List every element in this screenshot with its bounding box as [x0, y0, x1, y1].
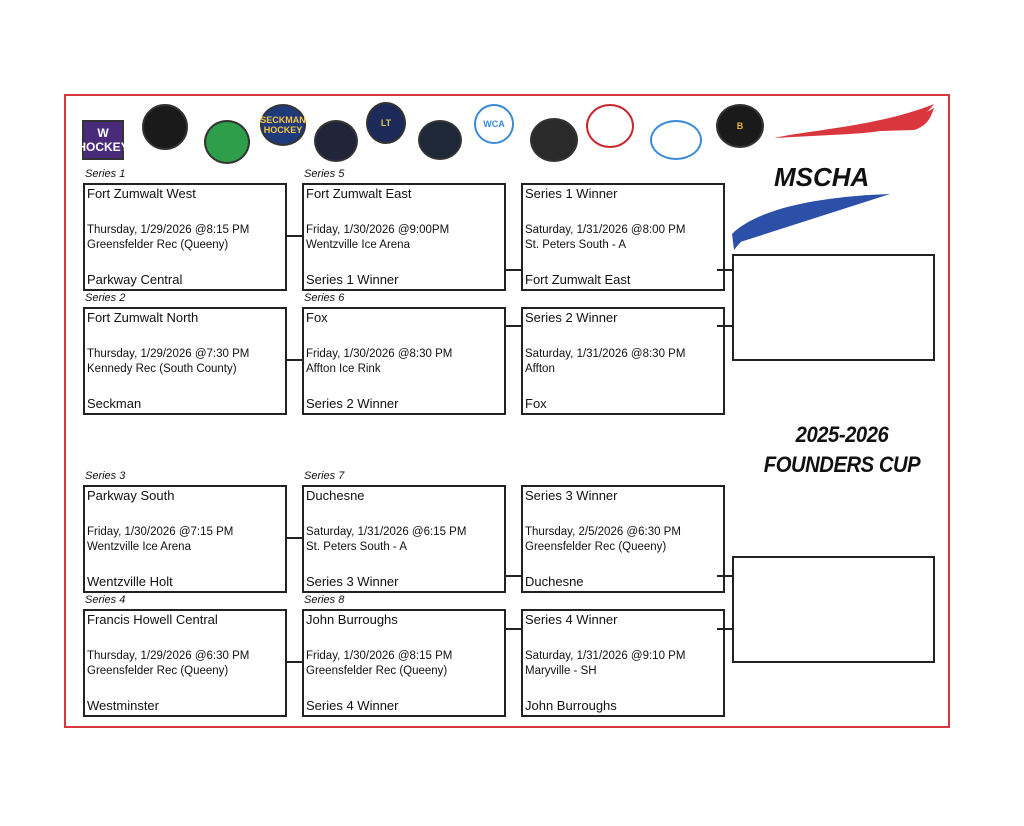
team-top: Fort Zumwalt North [87, 310, 199, 325]
team-top: Parkway South [87, 488, 175, 503]
lt-logo: LT [366, 102, 406, 144]
series-box [302, 609, 506, 717]
game-venue: Wentzville Ice Arena [87, 541, 191, 553]
team-top: Fox [306, 310, 328, 325]
hockey-club-logo [650, 120, 702, 160]
game-venue: Affton [525, 363, 555, 375]
game-date: Thursday, 1/29/2026 @7:30 PM [87, 348, 250, 360]
team-bottom: Series 3 Winner [306, 574, 399, 589]
team-bottom: Westminster [87, 698, 159, 713]
bracket-connector [506, 269, 521, 271]
final-slot-bottom [732, 556, 935, 663]
game-venue: Affton Ice Rink [306, 363, 381, 375]
bracket-connector [287, 661, 302, 663]
bracket-connector [717, 269, 732, 271]
game-date: Friday, 1/30/2026 @7:15 PM [87, 526, 234, 538]
series-label: Series 6 [304, 292, 345, 304]
game-date: Friday, 1/30/2026 @8:15 PM [306, 650, 453, 662]
game-date: Saturday, 1/31/2026 @8:30 PM [525, 348, 686, 360]
game-venue: Wentzville Ice Arena [306, 239, 410, 251]
burroughs-logo: B [716, 104, 764, 148]
bracket-connector [717, 575, 732, 577]
game-date: Saturday, 1/31/2026 @6:15 PM [306, 526, 467, 538]
team-top: Fort Zumwalt East [306, 186, 412, 201]
game-date: Thursday, 1/29/2026 @6:30 PM [87, 650, 250, 662]
bracket-connector [717, 325, 732, 327]
game-venue: Kennedy Rec (South County) [87, 363, 237, 375]
series-label: Series 4 [85, 594, 126, 606]
series-box [302, 307, 506, 415]
series-box [83, 485, 287, 593]
team-bottom: Wentzville Holt [87, 574, 173, 589]
bracket-connector [287, 537, 302, 539]
team-bottom: Series 2 Winner [306, 396, 399, 411]
wca-logo: WCA [474, 104, 514, 144]
game-date: Thursday, 1/29/2026 @8:15 PM [87, 224, 250, 236]
game-date: Friday, 1/30/2026 @8:30 PM [306, 348, 453, 360]
parkway-south-logo [314, 120, 358, 162]
game-date: Saturday, 1/31/2026 @8:00 PM [525, 224, 686, 236]
series-box [521, 307, 725, 415]
series-label: Series 3 [85, 470, 126, 482]
game-venue: Greensfelder Rec (Queeny) [87, 665, 229, 677]
horse-logo [142, 104, 188, 150]
team-bottom: Duchesne [525, 574, 584, 589]
title-line2: FOUNDERS CUP [763, 452, 921, 477]
team-top: John Burroughs [306, 612, 398, 627]
ice-hockey-logo [418, 120, 462, 160]
series-box [521, 183, 725, 291]
team-bottom: Series 4 Winner [306, 698, 399, 713]
team-bottom: John Burroughs [525, 698, 617, 713]
team-bottom: Fort Zumwalt East [525, 272, 631, 287]
bracket-connector [717, 628, 732, 630]
bracket-connector [287, 235, 302, 237]
series-box [521, 609, 725, 717]
final-slot-top [732, 254, 935, 361]
team-bottom: Fox [525, 396, 547, 411]
series-label: Series 7 [304, 470, 345, 482]
team-top: Fort Zumwalt West [87, 186, 196, 201]
bracket-connector [506, 325, 521, 327]
game-venue: St. Peters South - A [306, 541, 407, 553]
team-top: Duchesne [306, 488, 365, 503]
game-date: Saturday, 1/31/2026 @9:10 PM [525, 650, 686, 662]
bracket-connector [506, 628, 521, 630]
team-top: Series 3 Winner [525, 488, 618, 503]
series-box [521, 485, 725, 593]
fox-logo [586, 104, 634, 148]
game-venue: Greensfelder Rec (Queeny) [306, 665, 448, 677]
team-top: Series 4 Winner [525, 612, 618, 627]
game-date: Friday, 1/30/2026 @9:00PM [306, 224, 450, 236]
series-box [83, 609, 287, 717]
series-label: Series 8 [304, 594, 345, 606]
series-label: Series 2 [85, 292, 126, 304]
team-top: Series 1 Winner [525, 186, 618, 201]
series-box [83, 307, 287, 415]
bracket-connector [506, 575, 521, 577]
w-hockey-logo: W HOCKEY [82, 120, 124, 160]
team-top: Francis Howell Central [87, 612, 218, 627]
game-date: Thursday, 2/5/2026 @6:30 PM [525, 526, 681, 538]
game-venue: Greensfelder Rec (Queeny) [525, 541, 667, 553]
mscha-text: MSCHA [774, 162, 870, 192]
series-box [83, 183, 287, 291]
game-venue: Greensfelder Rec (Queeny) [87, 239, 229, 251]
title-line1: 2025-2026 [795, 422, 889, 447]
team-bottom: Series 1 Winner [306, 272, 399, 287]
mscha-logo [730, 104, 936, 252]
series-box [302, 183, 506, 291]
series-label: Series 5 [304, 168, 345, 180]
game-venue: St. Peters South - A [525, 239, 626, 251]
team-bottom: Seckman [87, 396, 142, 411]
zumwalt-east-logo [530, 118, 578, 162]
bracket-connector [287, 359, 302, 361]
team-bottom: Parkway Central [87, 272, 183, 287]
fort-zumwalt-north-logo [204, 120, 250, 164]
game-venue: Maryville - SH [525, 665, 597, 677]
series-label: Series 1 [85, 168, 126, 180]
series-box [302, 485, 506, 593]
team-top: Series 2 Winner [525, 310, 618, 325]
seckman-logo: SECKMAN HOCKEY [260, 104, 306, 146]
